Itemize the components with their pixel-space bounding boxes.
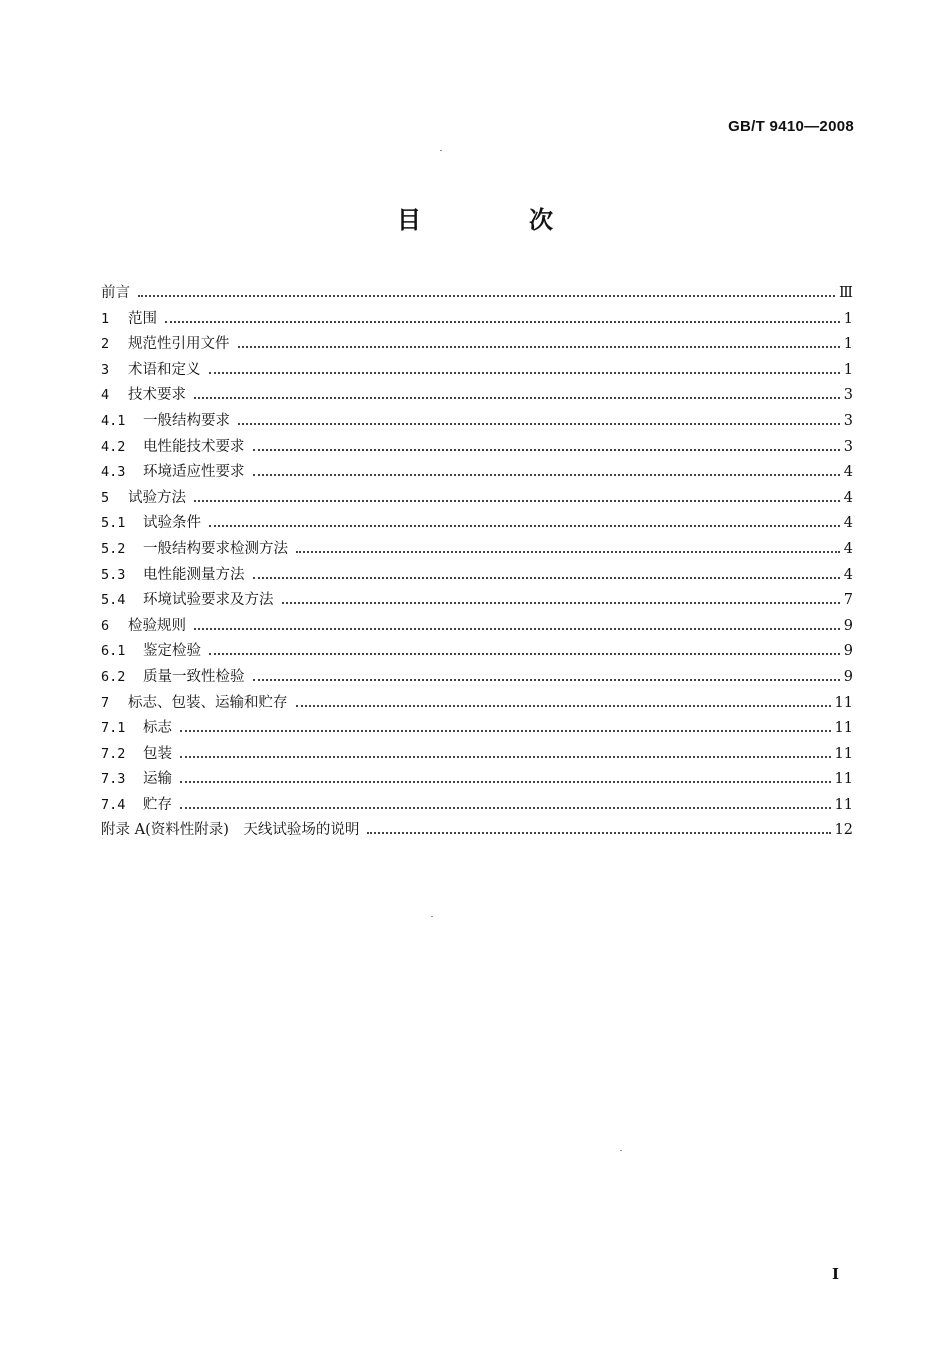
toc-entry-number: 7 <box>101 694 110 711</box>
scan-speck <box>431 916 433 917</box>
toc-entry-title: 标志、包装、运输和贮存 <box>128 694 288 711</box>
scan-speck <box>620 1150 622 1151</box>
toc-entry[interactable] <box>101 614 853 640</box>
toc-entry[interactable] <box>101 358 853 384</box>
toc-entry-title: 一般结构要求 <box>143 412 230 429</box>
toc-leader-dots <box>238 346 840 348</box>
toc-entry-page: 4 <box>843 540 853 557</box>
toc-leader-dots <box>296 551 840 553</box>
toc-entry-number: 6 <box>101 617 110 634</box>
page-number: I <box>832 1265 840 1283</box>
toc-entry[interactable] <box>101 563 853 589</box>
toc-entry-title: 鉴定检验 <box>143 643 201 660</box>
toc-entry-number: 6.1 <box>101 643 126 660</box>
toc-leader-dots <box>180 807 831 809</box>
toc-entry-page: 7 <box>843 592 853 609</box>
toc-leader-dots <box>194 500 840 502</box>
toc-entry-title: 规范性引用文件 <box>128 336 230 353</box>
toc-entry-number: 4.2 <box>101 438 126 455</box>
toc-entry[interactable] <box>101 742 853 768</box>
toc-entry[interactable] <box>101 486 853 512</box>
toc-entry[interactable] <box>101 435 853 461</box>
toc-entry-page: 1 <box>843 310 853 327</box>
toc-entry-title: 一般结构要求检测方法 <box>143 540 288 557</box>
toc-entry[interactable] <box>101 691 853 717</box>
toc-entry-page: 12 <box>834 822 853 839</box>
toc-entry-number: 4 <box>101 387 110 404</box>
toc-entry[interactable] <box>101 767 853 793</box>
toc-entry-page: 4 <box>843 515 853 532</box>
toc-entry[interactable] <box>101 793 853 819</box>
toc-entry-title: 附录 A(资料性附录) 天线试验场的说明 <box>101 822 360 839</box>
toc-entry[interactable] <box>101 332 853 358</box>
toc-entry[interactable] <box>101 537 853 563</box>
toc-entry[interactable] <box>101 307 853 333</box>
toc-entry-page: 9 <box>843 643 853 660</box>
toc-leader-dots <box>194 397 840 399</box>
toc-entry-number: 7.3 <box>101 771 126 788</box>
toc-entry[interactable] <box>101 383 853 409</box>
toc-entry-title: 前言 <box>101 285 130 301</box>
toc-leader-dots <box>253 449 840 451</box>
toc-entry-page: 11 <box>834 745 853 762</box>
toc-entry[interactable] <box>101 460 853 486</box>
toc-entry-page: 3 <box>843 387 853 404</box>
toc-entry-page: 3 <box>843 412 853 429</box>
toc-entry-title: 电性能测量方法 <box>143 566 245 583</box>
toc-entry-title: 技术要求 <box>128 387 186 404</box>
toc-entry-page: 11 <box>834 694 853 711</box>
toc-entry-number: 4.3 <box>101 464 126 481</box>
toc-entry-title: 包装 <box>143 745 172 762</box>
page-title: 目 次 <box>397 206 595 234</box>
toc-entry-number: 3 <box>101 361 110 378</box>
toc-entry-number: 5.1 <box>101 515 126 532</box>
toc-entry-number: 5 <box>101 489 110 506</box>
toc-leader-dots <box>238 423 840 425</box>
toc-entry-number: 6.2 <box>101 668 126 685</box>
toc-leader-dots <box>282 602 840 604</box>
toc-entry-page: 4 <box>843 464 853 481</box>
toc-entry-page: Ⅲ <box>839 285 853 301</box>
toc-entry-page: 9 <box>843 617 853 634</box>
toc-entry-number: 4.1 <box>101 412 126 429</box>
toc-entry-page: 11 <box>834 720 853 737</box>
toc-entry-page: 3 <box>843 438 853 455</box>
toc-entry-number: 5.3 <box>101 566 126 583</box>
toc-entry[interactable] <box>101 281 853 307</box>
toc-entry-page: 11 <box>834 771 853 788</box>
toc-entry-title: 电性能技术要求 <box>143 438 245 455</box>
table-of-contents <box>101 281 853 844</box>
toc-entry-page: 11 <box>834 796 853 813</box>
toc-entry[interactable] <box>101 511 853 537</box>
toc-entry-title: 检验规则 <box>128 617 186 634</box>
toc-leader-dots <box>209 525 840 527</box>
toc-entry-title: 质量一致性检验 <box>143 668 245 685</box>
toc-entry-title: 试验条件 <box>143 515 201 532</box>
standard-code: GB/T 9410—2008 <box>728 118 854 135</box>
toc-entry-page: 4 <box>843 489 853 506</box>
scan-speck <box>440 150 442 151</box>
toc-entry-number: 7.1 <box>101 720 126 737</box>
toc-entry[interactable] <box>101 818 853 844</box>
toc-entry-page: 4 <box>843 566 853 583</box>
toc-entry[interactable] <box>101 639 853 665</box>
toc-leader-dots <box>180 756 831 758</box>
toc-entry-page: 1 <box>843 336 853 353</box>
toc-entry-number: 7.2 <box>101 745 126 762</box>
toc-entry-number: 5.2 <box>101 540 126 557</box>
toc-entry-number: 7.4 <box>101 796 126 813</box>
toc-leader-dots <box>180 781 831 783</box>
toc-entry-number: 1 <box>101 310 110 327</box>
toc-entry[interactable] <box>101 665 853 691</box>
toc-entry-title: 试验方法 <box>128 489 186 506</box>
toc-leader-dots <box>209 653 840 655</box>
toc-leader-dots <box>253 474 840 476</box>
toc-leader-dots <box>367 832 830 834</box>
toc-leader-dots <box>209 372 840 374</box>
toc-entry-number: 2 <box>101 336 110 353</box>
toc-entry-title: 运输 <box>143 771 172 788</box>
toc-entry-number: 5.4 <box>101 592 126 609</box>
toc-entry-page: 9 <box>843 668 853 685</box>
toc-entry[interactable] <box>101 409 853 435</box>
toc-leader-dots <box>138 295 835 297</box>
toc-leader-dots <box>165 321 840 323</box>
toc-leader-dots <box>253 679 840 681</box>
toc-leader-dots <box>194 628 840 630</box>
toc-entry[interactable] <box>101 588 853 614</box>
toc-entry-title: 贮存 <box>143 796 172 813</box>
toc-entry-title: 术语和定义 <box>128 361 201 378</box>
toc-entry[interactable] <box>101 716 853 742</box>
toc-entry-title: 范围 <box>128 310 157 327</box>
toc-leader-dots <box>180 730 831 732</box>
toc-leader-dots <box>296 705 831 707</box>
toc-entry-page: 1 <box>843 361 853 378</box>
toc-entry-title: 标志 <box>143 720 172 737</box>
toc-entry-title: 环境适应性要求 <box>143 464 245 481</box>
toc-entry-title: 环境试验要求及方法 <box>143 592 274 609</box>
toc-leader-dots <box>253 577 840 579</box>
